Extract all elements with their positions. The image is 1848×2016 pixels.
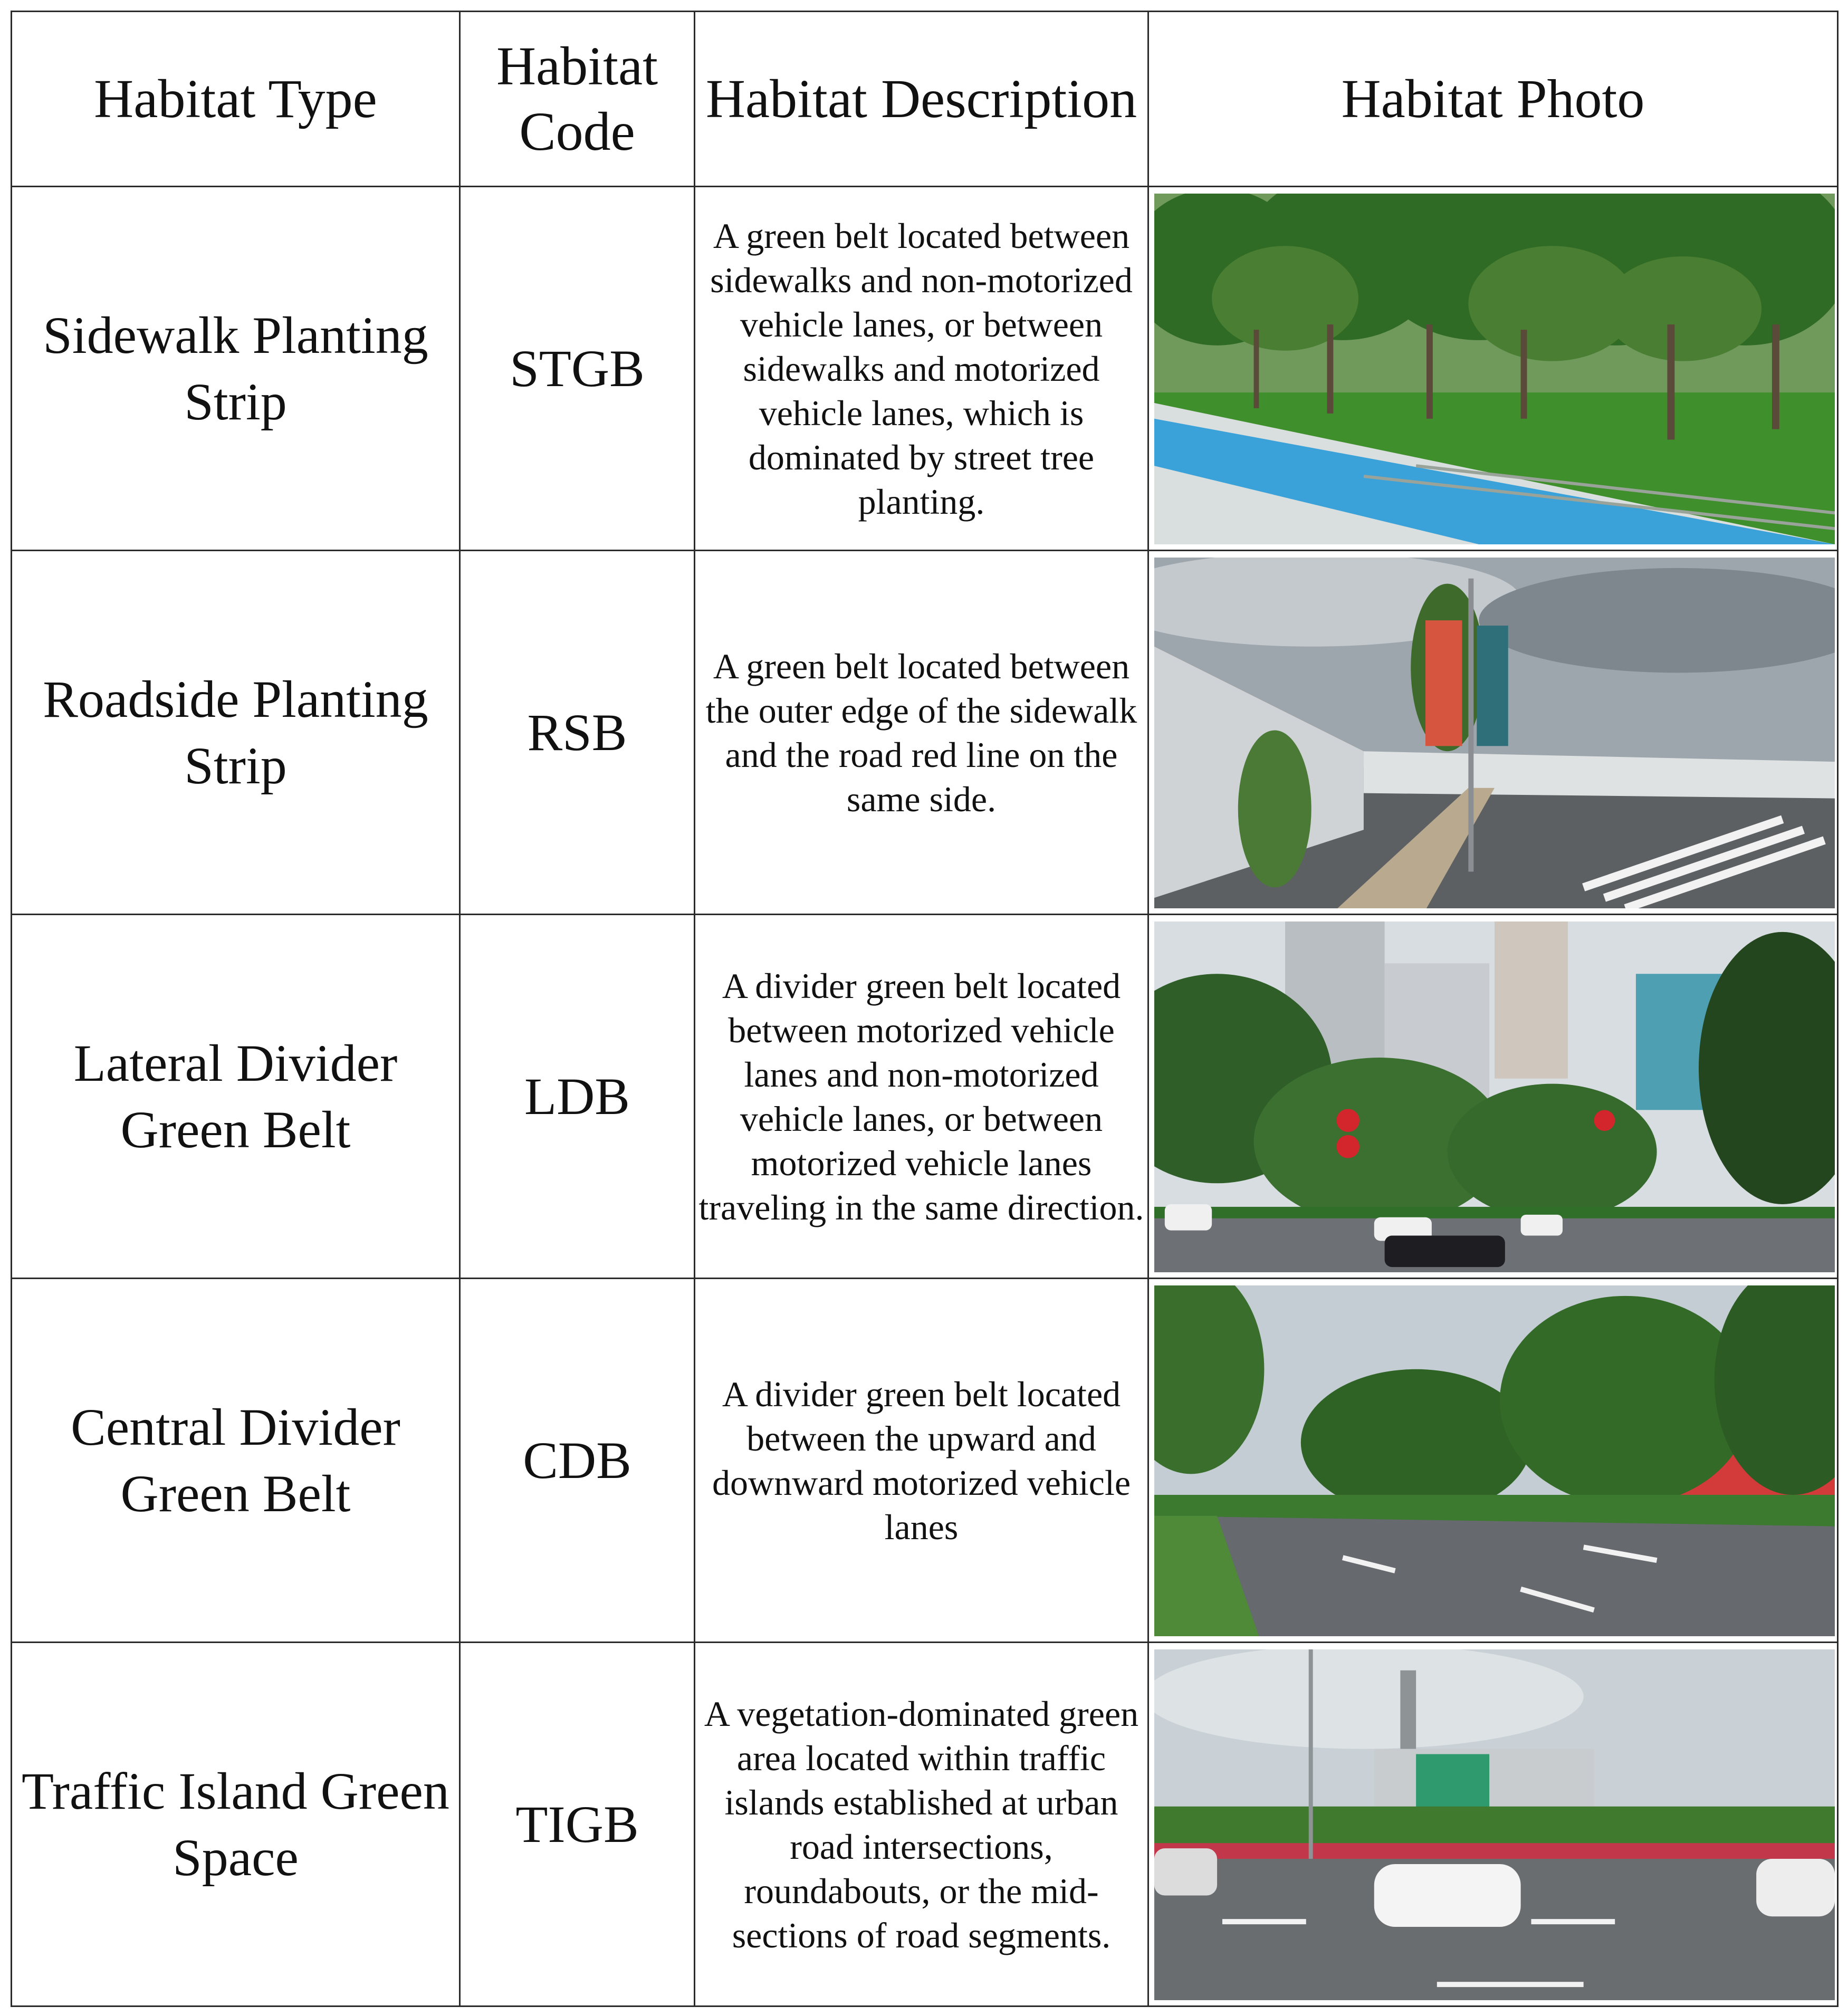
table-row <box>12 1279 1838 1643</box>
habitat-description-cell: A green belt located between the outer edge of the sidewalk and the road red line on the same side. <box>695 551 1148 915</box>
habitat-code-cell: STGB <box>460 187 695 551</box>
habitat-photo-sidewalk <box>1154 194 1835 544</box>
habitat-code-cell: LDB <box>460 915 695 1279</box>
habitat-code-cell: RSB <box>460 551 695 915</box>
habitat-photo-roadside <box>1154 558 1835 908</box>
habitat-photo-traffic-island <box>1154 1649 1835 2000</box>
habitat-type-cell: Lateral Divider Green Belt <box>12 915 460 1279</box>
habitat-photo-cell <box>1148 915 1838 1279</box>
habitat-type-cell: Sidewalk Planting Strip <box>12 187 460 551</box>
habitat-description-cell: A divider green belt located between the upward and downward motorized vehicle lanes <box>695 1279 1148 1643</box>
table-row <box>12 551 1838 915</box>
header-habitat-type: Habitat Type <box>12 12 460 187</box>
habitat-table <box>11 11 1839 2007</box>
table-row <box>12 915 1838 1279</box>
table-row <box>12 187 1838 551</box>
header-habitat-description: Habitat Description <box>695 12 1148 187</box>
habitat-type-cell: Traffic Island Green Space <box>12 1643 460 2007</box>
habitat-photo-cell <box>1148 1643 1838 2007</box>
header-habitat-code: Habitat Code <box>460 12 695 187</box>
table-row <box>12 1643 1838 2007</box>
habitat-photo-central-divider <box>1154 1285 1835 1636</box>
habitat-code-cell: CDB <box>460 1279 695 1643</box>
habitat-description-cell: A vegetation-dominated green area located within traffic islands established at urban road intersections, roundabouts, or the mid-sections of road segments. <box>695 1643 1148 2007</box>
habitat-description-cell: A green belt located between sidewalks and non-motorized vehicle lanes, or between sidewalks and motorized vehicle lanes, which is dominated by street tree planting. <box>695 187 1148 551</box>
habitat-photo-cell <box>1148 551 1838 915</box>
header-habitat-photo: Habitat Photo <box>1148 12 1838 187</box>
habitat-photo-lateral-divider <box>1154 921 1835 1272</box>
habitat-description-cell: A divider green belt located between motorized vehicle lanes and non-motorized vehicle lanes, or between motorized vehicle lanes traveling in the same direction. <box>695 915 1148 1279</box>
habitat-table-container <box>11 11 1837 2005</box>
habitat-photo-cell <box>1148 187 1838 551</box>
habitat-code-cell: TIGB <box>460 1643 695 2007</box>
table-header-row <box>12 12 1838 187</box>
habitat-type-cell: Roadside Planting Strip <box>12 551 460 915</box>
habitat-photo-cell <box>1148 1279 1838 1643</box>
habitat-type-cell: Central Divider Green Belt <box>12 1279 460 1643</box>
